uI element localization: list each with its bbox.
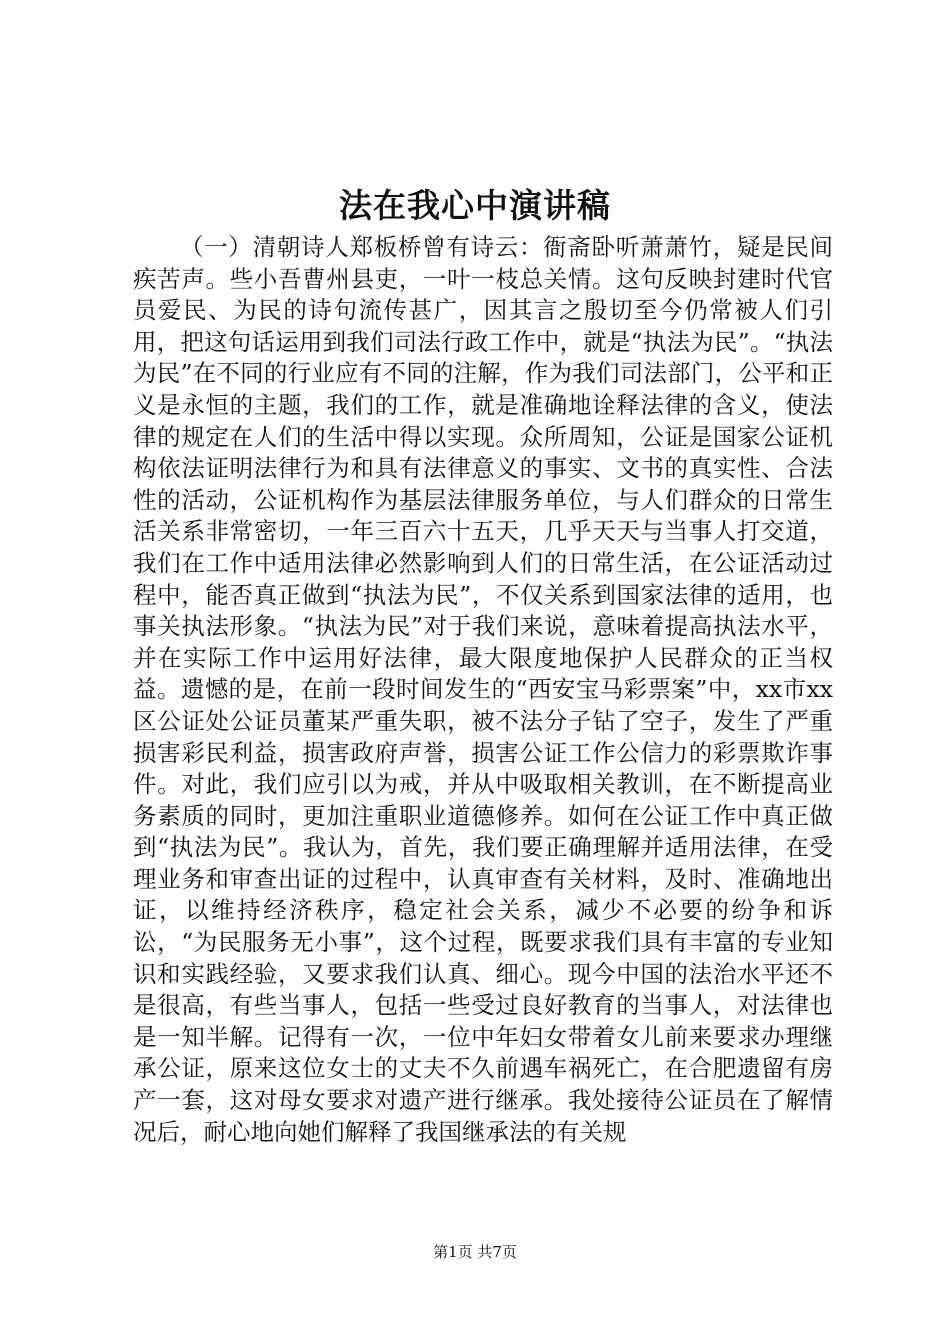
page-indicator: 第1页 共7页 (433, 1243, 517, 1261)
page-title: 法在我心中演讲稿 (339, 186, 611, 225)
body-paragraph: （一）清朝诗人郑板桥曾有诗云：衙斋卧听萧萧竹，疑是民间疾苦声。些小吾曹州县吏，一叶一枝总关情。这句反映封建时代官员爱民、为民的诗句流传甚广，因其言之殷切至今仍常被人们引用，把这句话运用到我们司法行政工作中，就是“执法为民”。“执法为民”在不同的行业应有不同的注解，作为我们司法部门，公平和正义是永恒的主题，我们的工作，就是准确地诠释法律的含义，使法律的规定在人们的生活中得以实现。众所周知，公证是国家公证机构依法证明法律行为和具有法律意义的事实、文书的真实性、合法性的活动，公证机构作为基层法律服务单位，与人们群众的日常生活关系非常密切，一年三百六十五天，几乎天天与当事人打交道，我们在工作中适用法律必然影响到人们的日常生活，在公证活动过程中，能否真正做到“执法为民”，不仅关系到国家法律的适用，也事关执法形象。“执法为民”对于我们来说，意味着提高执法水平，并在实际工作中运用好法律，最大限度地保护人民群众的正当权益。遗憾的是，在前一段时间发生的“西安宝马彩票案”中，xx市xx区公证处公证员董某严重失职，被不法分子钻了空子，发生了严重损害彩民利益，损害政府声誉，损害公证工作公信力的彩票欺诈事件。对此，我们应引以为戒，并从中吸取相关教训，在不断提高业务素质的同时，更加注重职业道德修养。如何在公证工作中真正做到“执法为民”。我认为，首先，我们要正确理解并适用法律，在受理业务和审查出证的过程中，认真审查有关材料，及时、准确地出证，以维持经济秩序，稳定社会关系，减少不必要的纷争和诉讼，“为民服务无小事”，这个过程，既要求我们具有丰富的专业知识和实践经验，又要求我们认真、细心。现今中国的法治水平还不是很高，有些当事人，包括一些受过良好教育的当事人，对法律也是一知半解。记得有一次，一位中年妇女带着女儿前来要求办理继承公证，原来这位女士的丈夫不久前遇车祸死亡，在合肥遗留有房产一套，这对母女要求对遗产进行继承。我处接待公证员在了解情况后，耐心地向她们解释了我国继承法的有关规 (133, 233, 833, 1146)
